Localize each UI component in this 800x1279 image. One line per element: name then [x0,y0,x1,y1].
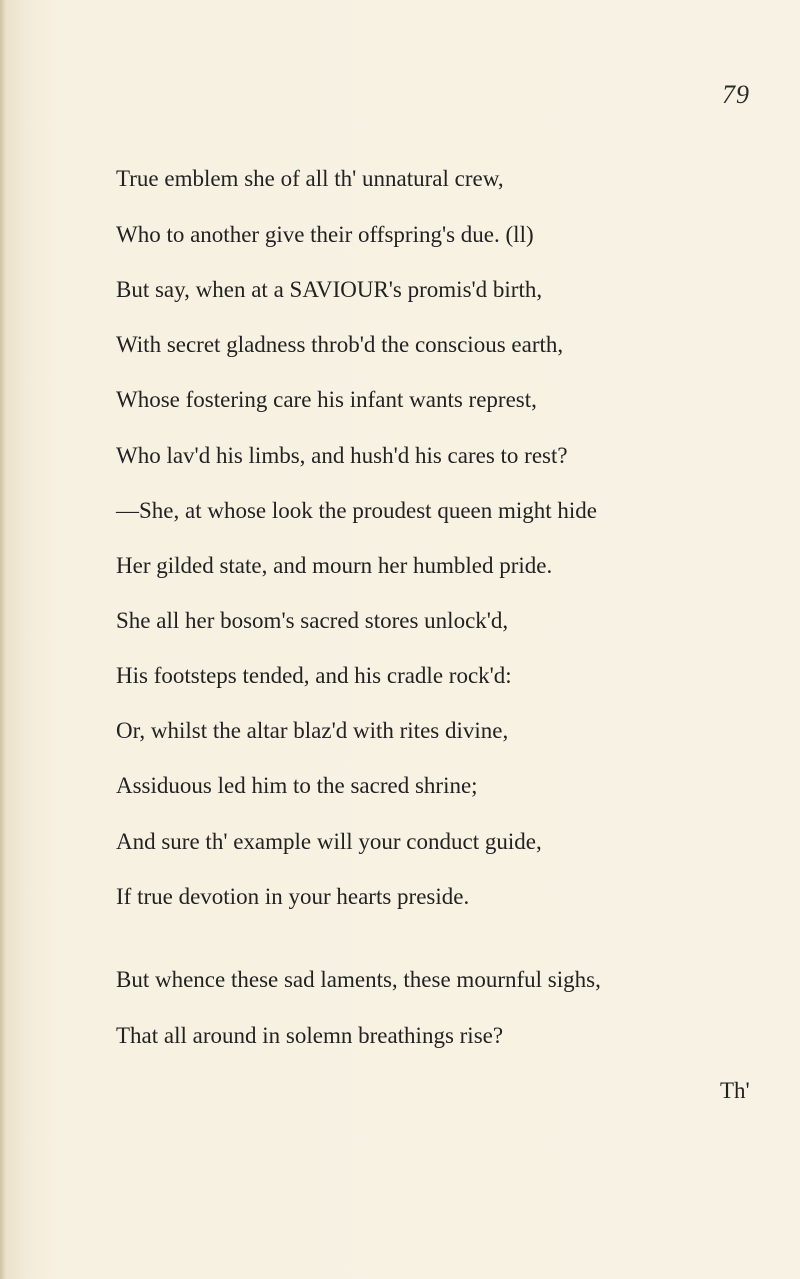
poem-line: That all around in solemn breathings rise? [116,1023,504,1048]
page-number: 79 [722,80,750,109]
poem-line: —She, at whose look the proudest queen might hide [116,498,598,523]
catchword: Th' [720,1078,750,1103]
poem-line: With secret gladness throb'd the conscious earth, [116,332,564,357]
poem-line: If true devotion in your hearts preside. [116,884,470,909]
poem-line: Assiduous led him to the sacred shrine; [116,773,478,798]
poem-line: She all her bosom's sacred stores unlock'd, [116,608,509,633]
poem-line: And sure th' example will your conduct guide, [116,829,542,854]
poem-line: Her gilded state, and mourn her humbled pride. [116,553,553,578]
poem-line: Who lav'd his limbs, and hush'd his cares to rest? [116,443,568,468]
poem-line: His footsteps tended, and his cradle rock'd: [116,663,512,688]
poem-line: Who to another give their offspring's due. (ll) [116,222,534,247]
poem-line: Whose fostering care his infant wants represt, [116,387,537,412]
poem-line: But say, when at a SAVIOUR's promis'd birth, [116,277,543,302]
poem-line: Or, whilst the altar blaz'd with rites divine, [116,718,509,743]
page-gutter-shadow [0,0,6,1279]
poem-line: True emblem she of all th' unnatural crew, [116,166,504,191]
poem-line: But whence these sad laments, these mournful sighs, [116,967,601,992]
